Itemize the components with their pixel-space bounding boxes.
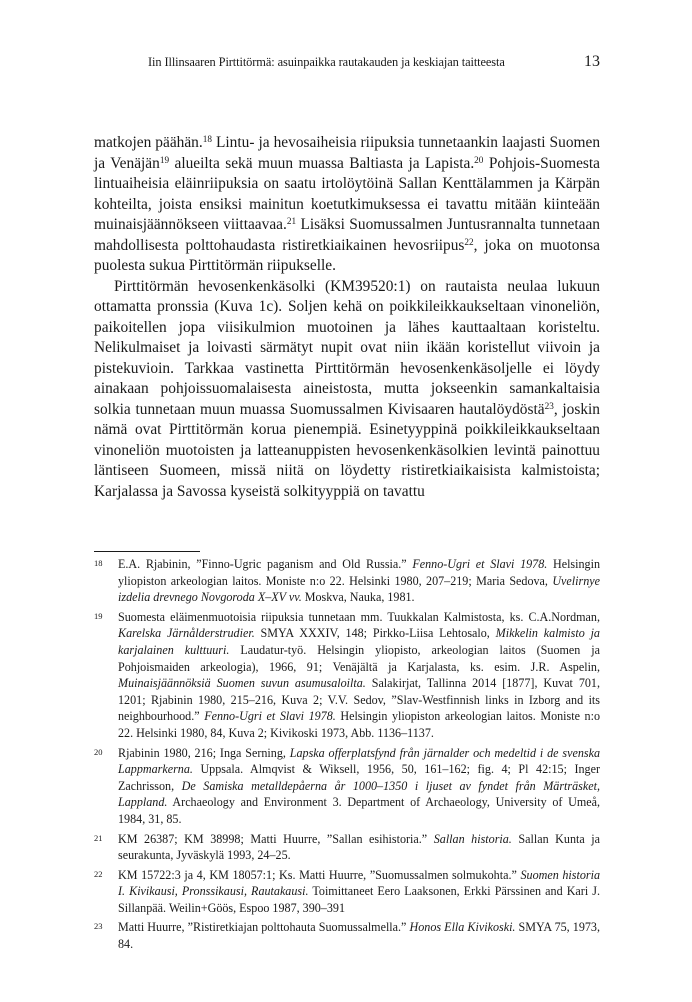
text-run: Uppsala. Almqvist & Wiksell, 1956, 50, 161–162; fig. 4; Pl 42:15; Inger Zachrisson, xyxy=(118,762,600,793)
italic-title: Fenno-Ugri et Slavi 1978. xyxy=(412,557,548,571)
footnotes xyxy=(94,556,600,956)
text-run: KM 15722:3 ja 4, KM 18057:1; Ks. Matti Huurre, ”Suomussalmen solmukohta.” xyxy=(118,867,521,882)
italic-title: Mikkelin kalmisto ja karjalainen kulttuuri. xyxy=(118,626,600,657)
text-run: E.A. Rjabinin, ”Finno-Ugric paganism and Old Russia.” xyxy=(118,557,413,571)
text-run: KM 26387; KM 38998; Matti Huurre, ”Sallan esihistoria.” xyxy=(118,831,434,846)
text-run: , joskin nämä ovat Pirttitörmän korua pienempiä. Esinetyyppinä poikkileikkaukseltaan vinoneliön muotoisten ja latteanuppisten hevosenkenkäsolkien levintä painottuu läntiseen Suomeen, missä niitä on löydetty ristiretkiaikaisista kalmistoista; Karjalassa ja Savossa kyseistä solkityyppiä on tavattu xyxy=(94,400,600,500)
main-text xyxy=(94,133,600,502)
text-run: Pohjois-Suomesta lintuaiheisia eläinriipuksia on saatu irtolöytöinä Sallan Kenttälammen ja Kärpän kohteilta, joista ensiksi mainitun koetutkimuksessa ei tavattu mitään kiinteään muinaisjäännökseen viittaavaa. xyxy=(94,154,600,233)
footnote-text xyxy=(118,867,600,917)
footnote-number: 21 xyxy=(94,832,103,843)
text-run: Helsingin yliopiston arkeologian laitos. Moniste n:o 22. Helsinki 1980, 84, Kuva 2; Kivikoski 1973, Abb. 1136–1137. xyxy=(118,709,600,740)
text-run: Matti Huurre, ”Ristiretkiajan polttohauta Suomussalmella.” xyxy=(118,920,410,935)
footnote-number: 18 xyxy=(94,558,103,568)
footnote-text xyxy=(118,556,600,606)
text-run: Moskva, Nauka, 1981. xyxy=(301,590,415,605)
footnote-text xyxy=(118,831,600,864)
footnote-ref[interactable]: 22 xyxy=(464,236,474,247)
running-title: Iin Illinsaaren Pirttitörmä: asuinpaikka rautakauden ja keskiajan taitteesta xyxy=(148,55,505,69)
text-run: Lintu- ja hevosaiheisia riipuksia tunnetaankin laajasti Suomen ja Venäjän xyxy=(94,134,601,172)
footnote-number: 22 xyxy=(94,868,103,879)
footnote-number: 20 xyxy=(94,746,103,757)
italic-title: Karelska Järnålderstrudier. xyxy=(118,626,255,641)
italic-title: Honos Ella Kivikoski. xyxy=(409,920,516,935)
footnote-ref[interactable]: 23 xyxy=(544,400,554,411)
footnote-number: 23 xyxy=(94,921,103,932)
text-run: , joka on muotonsa puolesta sukua Pirttitörmän riipukselle. xyxy=(94,236,600,274)
footnote-text xyxy=(118,919,600,952)
footnote-ref[interactable]: 18 xyxy=(202,133,212,144)
text-run: Toimittaneet Eero Laaksonen, Erkki Pärssinen and Kari J. Sillanpää. Weilin+Göös, Espoo 1987, 390–391 xyxy=(118,884,600,915)
paragraph-1 xyxy=(94,133,600,277)
text-run: Lisäksi Suomussalmen Juntusrannalta tunnetaan mahdollisesta polttohaudasta ristiretkiaikainen hevosriipus xyxy=(94,216,600,254)
text-run: SMYA 75, 1973, 84. xyxy=(118,920,600,952)
text-run: Sallan Kunta ja seurakunta, Jyväskylä 1993, 24–25. xyxy=(118,831,600,863)
text-run: matkojen päähän. xyxy=(94,134,203,151)
italic-title: Fenno-Ugri et Slavi 1978. xyxy=(204,709,336,724)
footnote-number: 19 xyxy=(94,610,103,621)
footnote-ref[interactable]: 19 xyxy=(159,154,170,165)
footnote-20 xyxy=(94,745,600,828)
footnote-ref[interactable]: 21 xyxy=(286,215,297,226)
italic-title: Sallan historia. xyxy=(433,831,512,846)
page-number: 13 xyxy=(584,53,600,70)
text-run: alueilta sekä muun muassa Baltiasta ja Lapista. xyxy=(169,154,475,172)
footnote-19 xyxy=(94,609,600,742)
italic-title: De Samiska metalldepåerna år 1000–1350 i ljuset av fyndet från Märträsket, Lappland. xyxy=(118,778,600,810)
paragraph-2 xyxy=(94,277,600,503)
text-run: Helsingin yliopiston arkeologian laitos. Moniste n:o 22. Helsinki 1980, 207–219; Maria Sedova, xyxy=(118,557,601,588)
text-run: Rjabinin 1980, 216; Inga Serning, xyxy=(118,745,290,760)
italic-title: Uvelirnye izdelia drevnego Novgoroda X–XV vv. xyxy=(118,573,600,605)
footnote-ref[interactable]: 20 xyxy=(474,154,484,165)
footnote-text xyxy=(118,745,600,828)
footnote-separator xyxy=(94,551,200,552)
text-run: Archaeology and Environment 3. Department of Archaeology, University of Umeå, 1984, 31, 85. xyxy=(118,795,600,826)
italic-title: Lapska offerplatsfynd från järnalder och medeltid i de svenska Lappmarkerna. xyxy=(118,745,600,777)
footnote-21 xyxy=(94,831,600,864)
footnote-text xyxy=(118,609,600,742)
text-run: Suomesta eläimenmuotoisia riipuksia tunnetaan mm. Tuukkalan Kalmistosta, ks. C.A.Nordman, xyxy=(118,609,600,624)
text-run: SMYA XXXIV, 148; Pirkko-Liisa Lehtosalo, xyxy=(254,626,496,641)
italic-title: Muinaisjäännöksiä Suomen suvun asumusaloilta. xyxy=(118,676,366,691)
footnote-23 xyxy=(94,919,600,952)
page-header xyxy=(148,53,600,73)
text-run: Laudatur-työ. Helsingin yliopisto, arkeologian laitos (Suomen ja Pohjoismaiden arkeologia), 1966, 91; Venäjältä ja Karjalasta, ks. esim. J.R. Aspelin, xyxy=(118,642,600,674)
text-run: Pirttitörmän hevosenkenkäsolki (KM39520:1) on rautaista neulaa lukuun ottamatta pronssia (Kuva 1c). Soljen kehä on poikkileikkaukseltaan vinoneliön, paikoitellen jopa viisikulmion muotoinen ja lähes kauttaaltaan koristeltu. Nelikulmaiset ja loivasti särmätyt nupit ovat niin ikään koristellut viivoin ja pistekuvioin. Tarkkaa vastinetta Pirttitörmän hevosenkenkäsoljelle ei löydy ainakaan pohjoissuomalaisesta aineistosta, mutta jokseenkin samankaltaisia solkia tunnetaan muun muassa Suomussalmen Kivisaaren hautalöydöstä xyxy=(94,277,600,418)
text-run: Salakirjat, Tallinna 2014 [1877], Kuvat 701, 1201; Rjabinin 1980, 215–216, Kuva 2; V.V. Sedov, ”Slav-Westfinnish links in Izborg and its neighbourhood.” xyxy=(118,676,600,724)
footnote-18 xyxy=(94,556,600,606)
footnote-22 xyxy=(94,867,600,917)
italic-title: Suomen historia I. Kivikausi, Pronssikausi, Rautakausi. xyxy=(118,867,600,899)
